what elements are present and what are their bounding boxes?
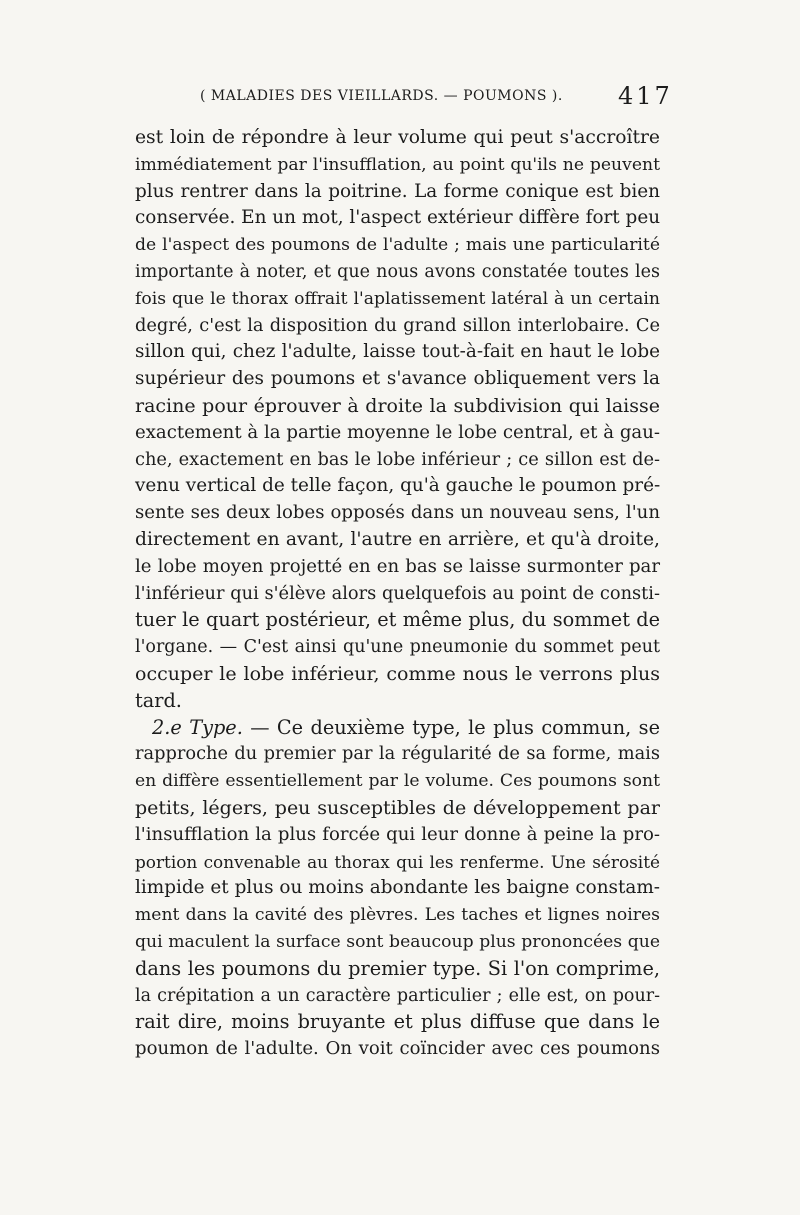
text-line: immédiatement par l'insufflation, au point qu'ils ne peuvent [135, 154, 660, 175]
text-line: sillon qui, chez l'adulte, laisse tout-à-fait en haut le lobe [135, 341, 660, 363]
text-line: petits, légers, peu susceptibles de développement par [135, 796, 660, 819]
text-line: le lobe moyen projetté en en bas se laisse surmonter par [135, 555, 660, 577]
text-line: sente ses deux lobes opposés dans un nouveau sens, l'un [135, 502, 660, 524]
body-text [135, 125, 660, 1063]
text-line: l'insufflation la plus forcée qui leur donne à peine la pro- [135, 823, 660, 845]
text-line: exactement à la partie moyenne le lobe central, et à gau- [135, 421, 660, 443]
text-line: che, exactement en bas le lobe inférieur ; ce sillon est de- [135, 448, 660, 470]
text-line: importante à noter, et que nous avons constatée toutes les [135, 261, 660, 282]
text-line: rait dire, moins bruyante et plus diffuse que dans le [135, 1010, 660, 1034]
text-line: fois que le thorax offrait l'aplatissement latéral à un certain [135, 288, 660, 309]
text-line: tard. [135, 688, 182, 712]
text-line: tuer le quart postérieur, et même plus, du sommet de [135, 608, 660, 632]
text-line: de l'aspect des poumons de l'adulte ; mais une particularité [135, 235, 660, 256]
text-line: degré, c'est la disposition du grand sillon interlobaire. Ce [135, 314, 660, 336]
type2-first-line: — Ce deuxième type, le plus commun, se [250, 715, 660, 739]
text-line: ment dans la cavité des plèvres. Les taches et lignes noires [135, 905, 660, 926]
text-line: directement en avant, l'autre en arrière, et qu'à droite, [135, 528, 660, 550]
text-line: poumon de l'adulte. On voit coïncider avec ces poumons [135, 1038, 660, 1060]
text-line: la crépitation a un caractère particulier ; elle est, on pour- [135, 985, 660, 1006]
text-line: portion convenable au thorax qui les renferme. Une sérosité [135, 851, 660, 872]
text-line: rapproche du premier par la régularité de sa forme, mais [135, 743, 660, 765]
text-line: racine pour éprouver à droite la subdivision qui laisse [135, 394, 660, 417]
page-number: 417 [618, 82, 673, 110]
text-line: plus rentrer dans la poitrine. La forme conique est bien [135, 180, 660, 202]
text-line: est loin de répondre à leur volume qui peut s'accroître [135, 127, 660, 148]
text-line: l'inférieur qui s'élève alors quelquefois au point de consti- [135, 582, 660, 604]
text-line: en diffère essentiellement par le volume. Ces poumons sont [135, 771, 660, 792]
text-line: dans les poumons du premier type. Si l'on comprime, [135, 956, 660, 980]
text-line: conservée. En un mot, l'aspect extérieur diffère fort peu [135, 207, 661, 229]
text-line: l'organe. — C'est ainsi qu'une pneumonie du sommet peut [135, 637, 660, 658]
running-title: ( MALADIES DES VIEILLARDS. — POUMONS ). [200, 88, 563, 104]
section-type2-line [135, 715, 660, 742]
text-line: venu vertical de telle façon, qu'à gauche le poumon pré- [135, 475, 661, 497]
type2-label: 2.e Type. [152, 715, 243, 739]
text-line: qui maculent la surface sont beaucoup plus prononcées que [135, 931, 660, 952]
text-line: limpide et plus ou moins abondante les baigne constam- [135, 877, 660, 899]
text-line: occuper le lobe inférieur, comme nous le verrons plus [135, 662, 660, 685]
text-line: supérieur des poumons et s'avance obliquement vers la [135, 368, 660, 390]
